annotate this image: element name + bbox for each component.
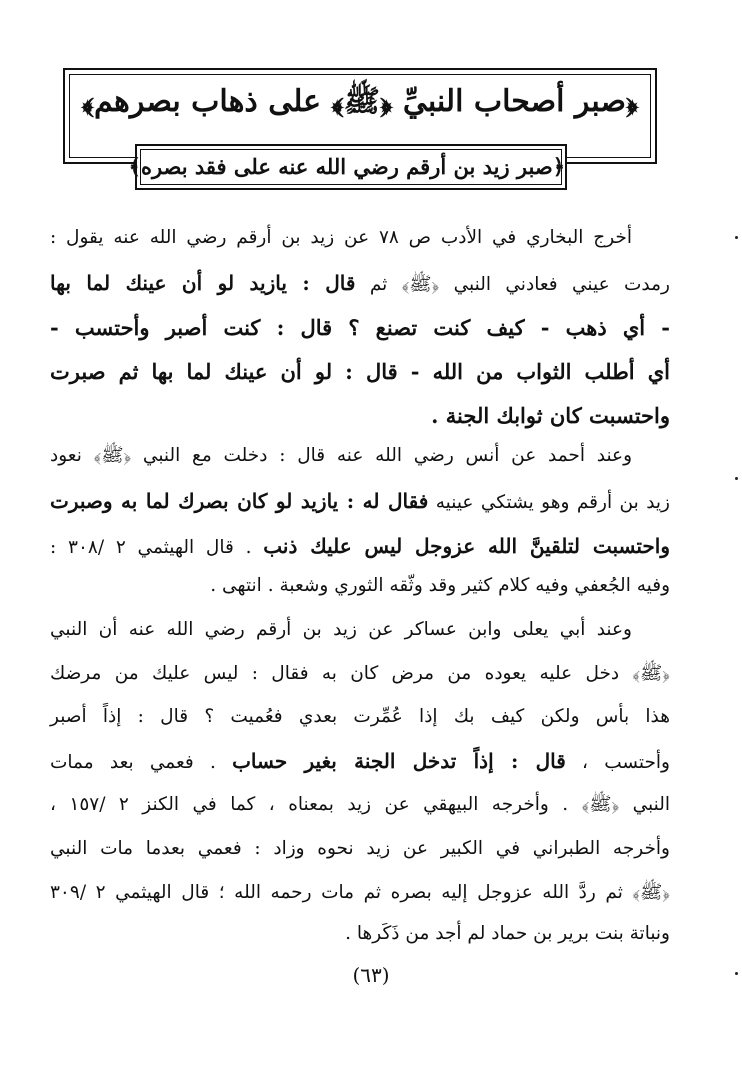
text-line: أي أطلب الثواب من الله - قال : لو أن عينك لما بها ثم صبرت bbox=[50, 359, 670, 384]
hadith-emphasis: قال : يازيد لو أن عينك لما بها bbox=[50, 271, 356, 295]
text-line bbox=[50, 263, 670, 305]
chapter-title: ﴿صبر أصحاب النبيِّ ﴿ﷺ﴾ على ذهاب بصرهم﴾ bbox=[81, 84, 639, 119]
text-run: . قال الهيثمي ٢ /٣٠٨ : bbox=[50, 537, 264, 558]
text-line: هذا بأس ولكن كيف بك إذا عُمِّرت بعدي فعُميت ؟ قال : إذاً أصبر bbox=[50, 706, 670, 727]
hadith-emphasis: قال : إذاً تدخل الجنة بغير حساب bbox=[232, 749, 566, 773]
page-number: (٦٣) bbox=[352, 963, 390, 987]
text-run: زيد بن أرقم وهو يشتكي عينيه bbox=[428, 492, 670, 513]
text-line bbox=[50, 741, 670, 783]
hadith-emphasis: فقال له : يازيد لو كان بصرك لما به وصبرت bbox=[50, 489, 429, 513]
text-line: وأخرجه الطبراني في الكبير عن زيد نحوه وزاد : فعمي بعدما مات النبي bbox=[50, 838, 670, 859]
text-line: النبي ﴿ﷺ﴾ . وأخرجه البيهقي عن زيد بمعناه ، كما في الكنز ٢ /١٥٧ ، bbox=[50, 794, 670, 815]
text-line: ﴿ﷺ﴾ ثم ردَّ الله عزوجل إليه بصره ثم مات رحمه الله ؛ قال الهيثمي ٢ /٣٠٩ bbox=[50, 882, 670, 903]
text-line: واحتسبت كان ثوابك الجنة . bbox=[431, 403, 670, 428]
text-run: وأحتسب ، bbox=[565, 752, 670, 773]
scan-speck bbox=[735, 477, 738, 480]
text-line: وعند أحمد عن أنس رضي الله عنه قال : دخلت مع النبي ﴿ﷺ﴾ نعود bbox=[50, 445, 632, 466]
text-line bbox=[50, 526, 670, 568]
scan-speck bbox=[735, 236, 738, 239]
text-line: وفيه الجُعفي وفيه كلام كثير وقد وثّقه الثوري وشعبة . انتهى . bbox=[210, 575, 670, 596]
text-line: وعند أبي يعلى وابن عساكر عن زيد بن أرقم رضي الله عنه أن النبي bbox=[50, 619, 632, 640]
scan-speck bbox=[735, 972, 738, 975]
text-line: أخرج البخاري في الأدب ص ٧٨ عن زيد بن أرقم رضي الله عنه يقول : bbox=[50, 227, 632, 248]
hadith-emphasis: واحتسبت لتلقينَّ الله عزوجل ليس عليك ذنب bbox=[263, 534, 670, 558]
text-run: . فعمي بعد ممات bbox=[50, 752, 233, 773]
text-run: رمدت عيني فعادني النبي ﴿ﷺ﴾ ثم bbox=[355, 274, 670, 295]
text-line bbox=[50, 481, 670, 523]
text-line: ﴿ﷺ﴾ دخل عليه يعوده من مرض كان به فقال : ليس عليك من مرضك bbox=[50, 663, 670, 684]
text-line: ونباتة بنت برير بن حماد لم أجد من ذَكَرها . bbox=[345, 923, 670, 944]
text-line: - أي ذهب - كيف كنت تصنع ؟ قال : كنت أصبر وأحتسب - bbox=[50, 315, 670, 340]
section-subtitle: ﴿صبر زيد بن أرقم رضي الله عنه على فقد بصره﴾ bbox=[128, 154, 565, 179]
